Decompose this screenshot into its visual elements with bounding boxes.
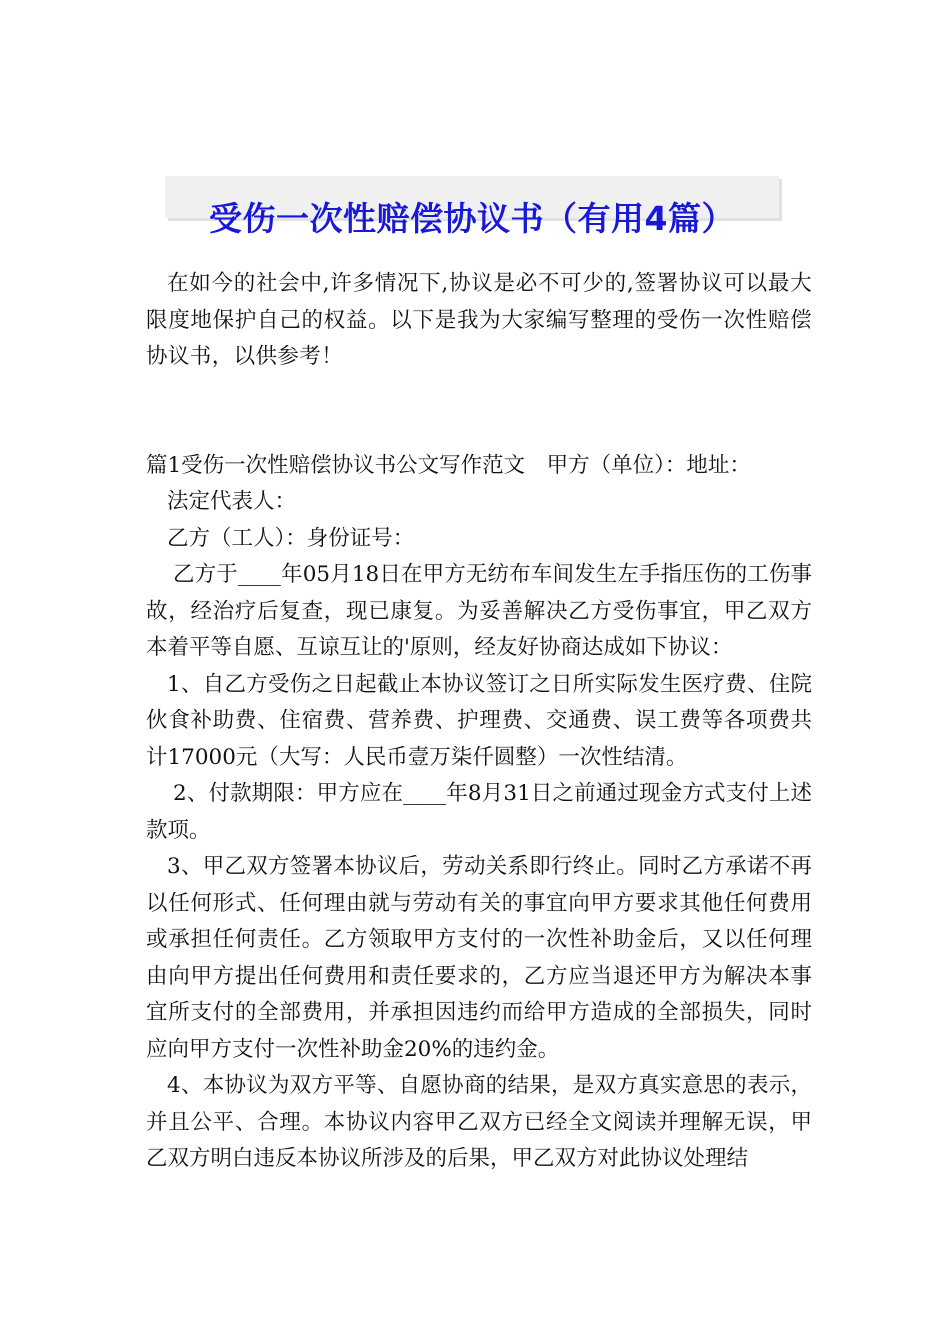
clause-3: 3、甲乙双方签署本协议后，劳动关系即行终止。同时乙方承诺不再以任何形式、任何理由就与劳动有关的事宜向甲方要求其他任何费用或承担任何责任。乙方领取甲方支付的一次性补助金后，又以任何理由向甲方提出任何费用和责任要求的，乙方应当退还甲方为解决本事宜所支付的全部费用，并承担因违约而给甲方造成的全部损失，同时应向甲方支付一次性补助金20%的违约金。 <box>146 854 812 1062</box>
legal-representative-line: 法定代表人： <box>167 489 297 514</box>
intro-paragraph: 在如今的社会中,许多情况下,协议是必不可少的,签署协议可以最大限度地保护自己的权益。以下是我为大家编写整理的受伤一次性赔偿协议书，以供参考！ <box>146 271 812 369</box>
title-highlight <box>165 176 779 239</box>
clause-1: 1、自乙方受伤之日起截止本协议签订之日所实际发生医疗费、住院伙食补助费、住宿费、营养费、护理费、交通费、误工费等各项费共计17000元（大写：人民币壹万柒仟圆整）一次性结清。 <box>146 671 812 770</box>
document-title: 受伤一次性赔偿协议书（有用4篇） <box>209 199 735 239</box>
clause-2: 2、付款期限：甲方应在____年8月31日之前通过现金方式支付上述款项。 <box>146 781 812 843</box>
section-heading: 篇1受伤一次性赔偿协议书公文写作范文 甲方（单位）：地址： <box>146 452 751 478</box>
document-body <box>146 266 812 1178</box>
spacer <box>146 376 812 448</box>
party-b-line: 乙方（工人）：身份证号： <box>167 525 415 551</box>
clause-4: 4、本协议为双方平等、自愿协商的结果，是双方真实意思的表示，并且公平、合理。本协议内容甲乙双方已经全文阅读并理解无误，甲乙双方明白违反本协议所涉及的后果，甲乙双方对此协议处理结 <box>146 1073 812 1171</box>
accident-paragraph: 乙方于____年05月18日在甲方无纺布车间发生左手指压伤的工伤事故，经治疗后复查，现已康复。为妥善解决乙方受伤事宜，甲乙双方本着平等自愿、互谅互让的'原则，经友好协商达成如下协议： <box>146 562 812 660</box>
